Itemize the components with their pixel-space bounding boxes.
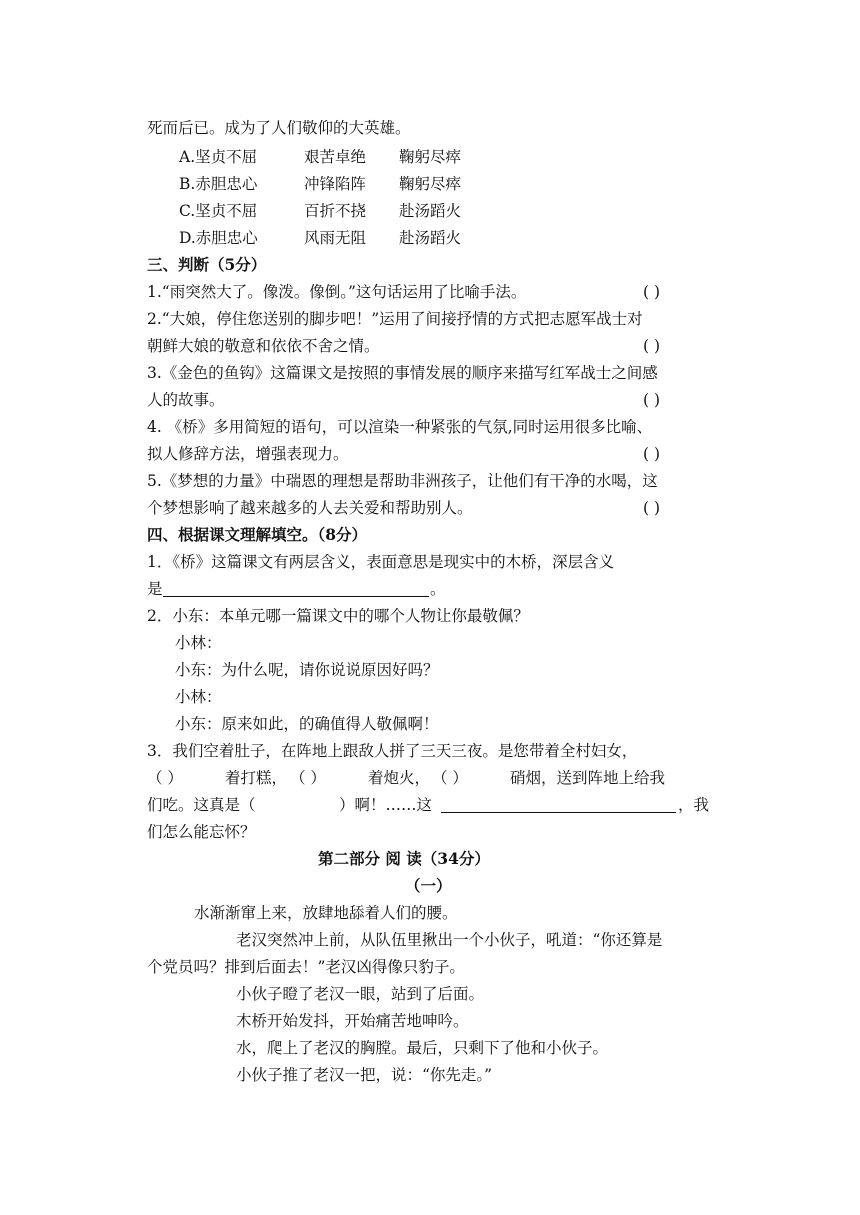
- dialogue-line: 小东：原来如此，的确值得人敬佩啊！: [175, 715, 439, 733]
- text-line: 死而后已。成为了人们敬仰的大英雄。: [147, 119, 411, 137]
- answer-paren: （ ）: [147, 769, 183, 787]
- passage-line: 小伙子推了老汉一把，说：“你先走。”: [236, 1066, 493, 1084]
- option-word: 鞠躬尽瘁: [399, 175, 462, 193]
- answer-blank[interactable]: [441, 812, 676, 813]
- judge-question-2: 2.“大娘，停住您送别的脚步吧！”运用了间接抒情的方式把志愿军战士对: [147, 310, 643, 328]
- option-word: 赴汤蹈火: [399, 202, 462, 220]
- answer-paren: ( ): [643, 337, 661, 355]
- text-line: ）啊！……这: [339, 796, 433, 814]
- judge-question-1: 1.“雨突然大了。像泼。像倒。”这句话运用了比喻手法。: [147, 283, 527, 301]
- option-word: 百折不挠: [304, 202, 367, 220]
- option-word: 冲锋陷阵: [304, 175, 367, 193]
- answer-paren: ( ): [643, 391, 661, 409]
- answer-paren: ( ): [643, 499, 661, 517]
- option-word: 赴汤蹈火: [399, 229, 462, 247]
- passage-line: 木桥开始发抖，开始痛苦地呻吟。: [236, 1012, 469, 1030]
- text-line: 个梦想影响了越来越多的人去关爱和帮助别人。: [147, 499, 473, 517]
- passage-line: 个党员吗？排到后面去！”老汉凶得像只豹子。: [147, 958, 465, 976]
- text-line: 着炮火，: [368, 769, 431, 787]
- passage-number: （一）: [405, 876, 452, 895]
- judge-question-4: 4. 《桥》多用简短的语句，可以渲染一种紧张的气氛,同时运用很多比喻、: [147, 418, 653, 436]
- dialogue-line: 小东：为什么呢，请你说说原因好吗？: [175, 661, 439, 679]
- answer-paren: ( ): [643, 283, 661, 301]
- text-line: 们吃。这真是（: [147, 796, 256, 814]
- judge-question-5: 5.《梦想的力量》中瑞恩的理想是帮助非洲孩子，让他们有干净的水喝，这: [147, 472, 658, 490]
- text-line: 硝烟，送到阵地上给我: [510, 769, 666, 787]
- dialogue-line: 小林：: [175, 688, 222, 706]
- part-title: 第二部分 阅 读（34分）: [318, 849, 490, 868]
- text-line: 们怎么能忘怀？: [147, 823, 256, 841]
- fill-question-2: 2．小东：本单元哪一篇课文中的哪个人物让你最敬佩？: [147, 607, 529, 625]
- passage-line: 水，爬上了老汉的胸膛。最后，只剩下了他和小伙子。: [236, 1039, 609, 1057]
- answer-blank[interactable]: [163, 596, 429, 597]
- text-line: 人的故事。: [147, 391, 225, 409]
- section-title: 三、判断（5分）: [147, 255, 267, 274]
- option-word: C.坚贞不屈: [179, 202, 258, 220]
- text-line: 拟人修辞方法，增强表现力。: [147, 445, 349, 463]
- answer-paren: ( ): [643, 445, 661, 463]
- judge-question-3: 3.《金色的鱼钩》这篇课文是按照的事情发展的顺序来描写红军战士之间感: [147, 364, 658, 382]
- dialogue-line: 小林：: [175, 634, 222, 652]
- option-word: A.坚贞不屈: [179, 148, 258, 166]
- text-line: 着打糕，: [225, 769, 288, 787]
- fill-question-3: 3．我们空着肚子，在阵地上跟敌人拼了三天三夜。是您带着全村妇女，: [147, 742, 638, 760]
- option-word: B.赤胆忠心: [179, 175, 258, 193]
- text-line: ，我: [678, 796, 710, 814]
- option-word: 艰苦卓绝: [304, 148, 367, 166]
- text-line: 是: [147, 580, 163, 598]
- option-word: 鞠躬尽瘁: [399, 148, 462, 166]
- option-word: 风雨无阻: [304, 229, 367, 247]
- fill-question-1: 1．《桥》这篇课文有两层含义，表面意思是现实中的木桥，深层含义: [147, 553, 615, 571]
- passage-line: 水渐渐窜上来，放肆地舔着人们的腰。: [194, 904, 458, 922]
- answer-paren: （ ）: [432, 769, 468, 787]
- option-word: D.赤胆忠心: [179, 229, 258, 247]
- answer-paren: （ ）: [290, 769, 326, 787]
- passage-line: 老汉突然冲上前，从队伍里揪出一个小伙子，吼道：“你还算是: [236, 931, 663, 949]
- text-line: 朝鲜大娘的敬意和依依不舍之情。: [147, 337, 380, 355]
- passage-line: 小伙子瞪了老汉一眼，站到了后面。: [236, 985, 485, 1003]
- text-line: 。: [430, 580, 446, 598]
- section-title: 四、根据课文理解填空。（8分）: [147, 525, 368, 544]
